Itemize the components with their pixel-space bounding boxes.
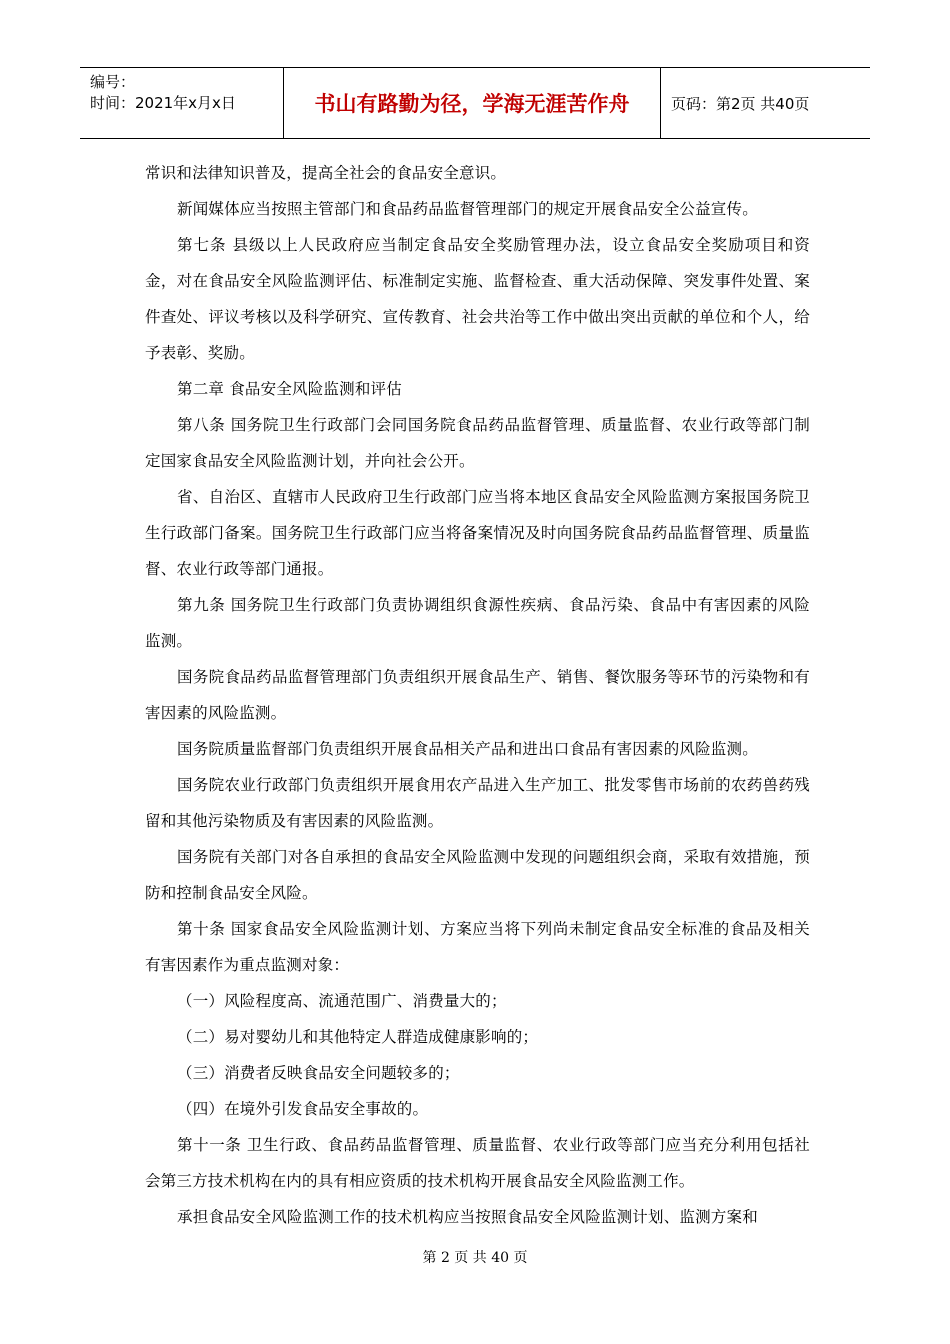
paragraph: 第十条 国家食品安全风险监测计划、方案应当将下列尚未制定食品安全标准的食品及相关有害因素作为重点监测对象： — [145, 920, 810, 974]
paragraph: 国务院质量监督部门负责组织开展食品相关产品和进出口食品有害因素的风险监测。 — [177, 740, 758, 758]
list-item: （四）在境外引发食品安全事故的。 — [177, 1100, 429, 1118]
document-date: 时间：2021年x月x日 — [90, 94, 236, 112]
page-footer: 第 2 页 共 40 页 — [422, 1250, 528, 1266]
list-item: （三）消费者反映食品安全问题较多的； — [177, 1064, 460, 1082]
paragraph: 第十一条 卫生行政、食品药品监督管理、质量监督、农业行政等部门应当充分利用包括社会第三方技术机构在内的具有相应资质的技术机构开展食品安全风险监测工作。 — [145, 1136, 810, 1190]
paragraph: 国务院有关部门对各自承担的食品安全风险监测中发现的问题组织会商，采取有效措施，预防和控制食品安全风险。 — [145, 848, 810, 902]
paragraph: 第九条 国务院卫生行政部门负责协调组织食源性疾病、食品污染、食品中有害因素的风险监测。 — [145, 596, 810, 650]
paragraph: 第七条 县级以上人民政府应当制定食品安全奖励管理办法，设立食品安全奖励项目和资金，对在食品安全风险监测评估、标准制定实施、监督检查、重大活动保障、突发事件处置、案件查处、评议考核以及科学研究、宣传教育、社会共治等工作中做出突出贡献的单位和个人，给予表彰、奖励。 — [145, 236, 810, 362]
paragraph: 常识和法律知识普及，提高全社会的食品安全意识。 — [145, 164, 507, 182]
paragraph: 承担食品安全风险监测工作的技术机构应当按照食品安全风险监测计划、监测方案和 — [177, 1208, 758, 1226]
header-motto: 书山有路勤为径，学海无涯苦作舟 — [283, 68, 661, 138]
paragraph: 第八条 国务院卫生行政部门会同国务院食品药品监督管理、质量监督、农业行政等部门制定国家食品安全风险监测计划，并向社会公开。 — [145, 416, 810, 470]
document-number-label: 编号： — [90, 73, 136, 91]
paragraph: 国务院农业行政部门负责组织开展食用农产品进入生产加工、批发零售市场前的农药兽药残留和其他污染物质及有害因素的风险监测。 — [145, 776, 810, 830]
paragraph: 省、自治区、直辖市人民政府卫生行政部门应当将本地区食品安全风险监测方案报国务院卫生行政部门备案。国务院卫生行政部门应当将备案情况及时向国务院食品药品监督管理、质量监督、农业行政等部门通报。 — [145, 488, 810, 578]
list-item: （二）易对婴幼儿和其他特定人群造成健康影响的； — [177, 1028, 539, 1046]
paragraph: 新闻媒体应当按照主管部门和食品药品监督管理部门的规定开展食品安全公益宣传。 — [177, 200, 758, 218]
page-header — [80, 67, 870, 139]
header-meta — [80, 68, 283, 138]
document-body — [145, 155, 810, 1235]
header-page-info: 页码：第2页 共40页 — [671, 94, 810, 113]
list-item: （一）风险程度高、流通范围广、消费量大的； — [177, 992, 507, 1010]
chapter-heading: 第二章 食品安全风险监测和评估 — [177, 380, 402, 398]
paragraph: 国务院食品药品监督管理部门负责组织开展食品生产、销售、餐饮服务等环节的污染物和有害因素的风险监测。 — [145, 668, 810, 722]
